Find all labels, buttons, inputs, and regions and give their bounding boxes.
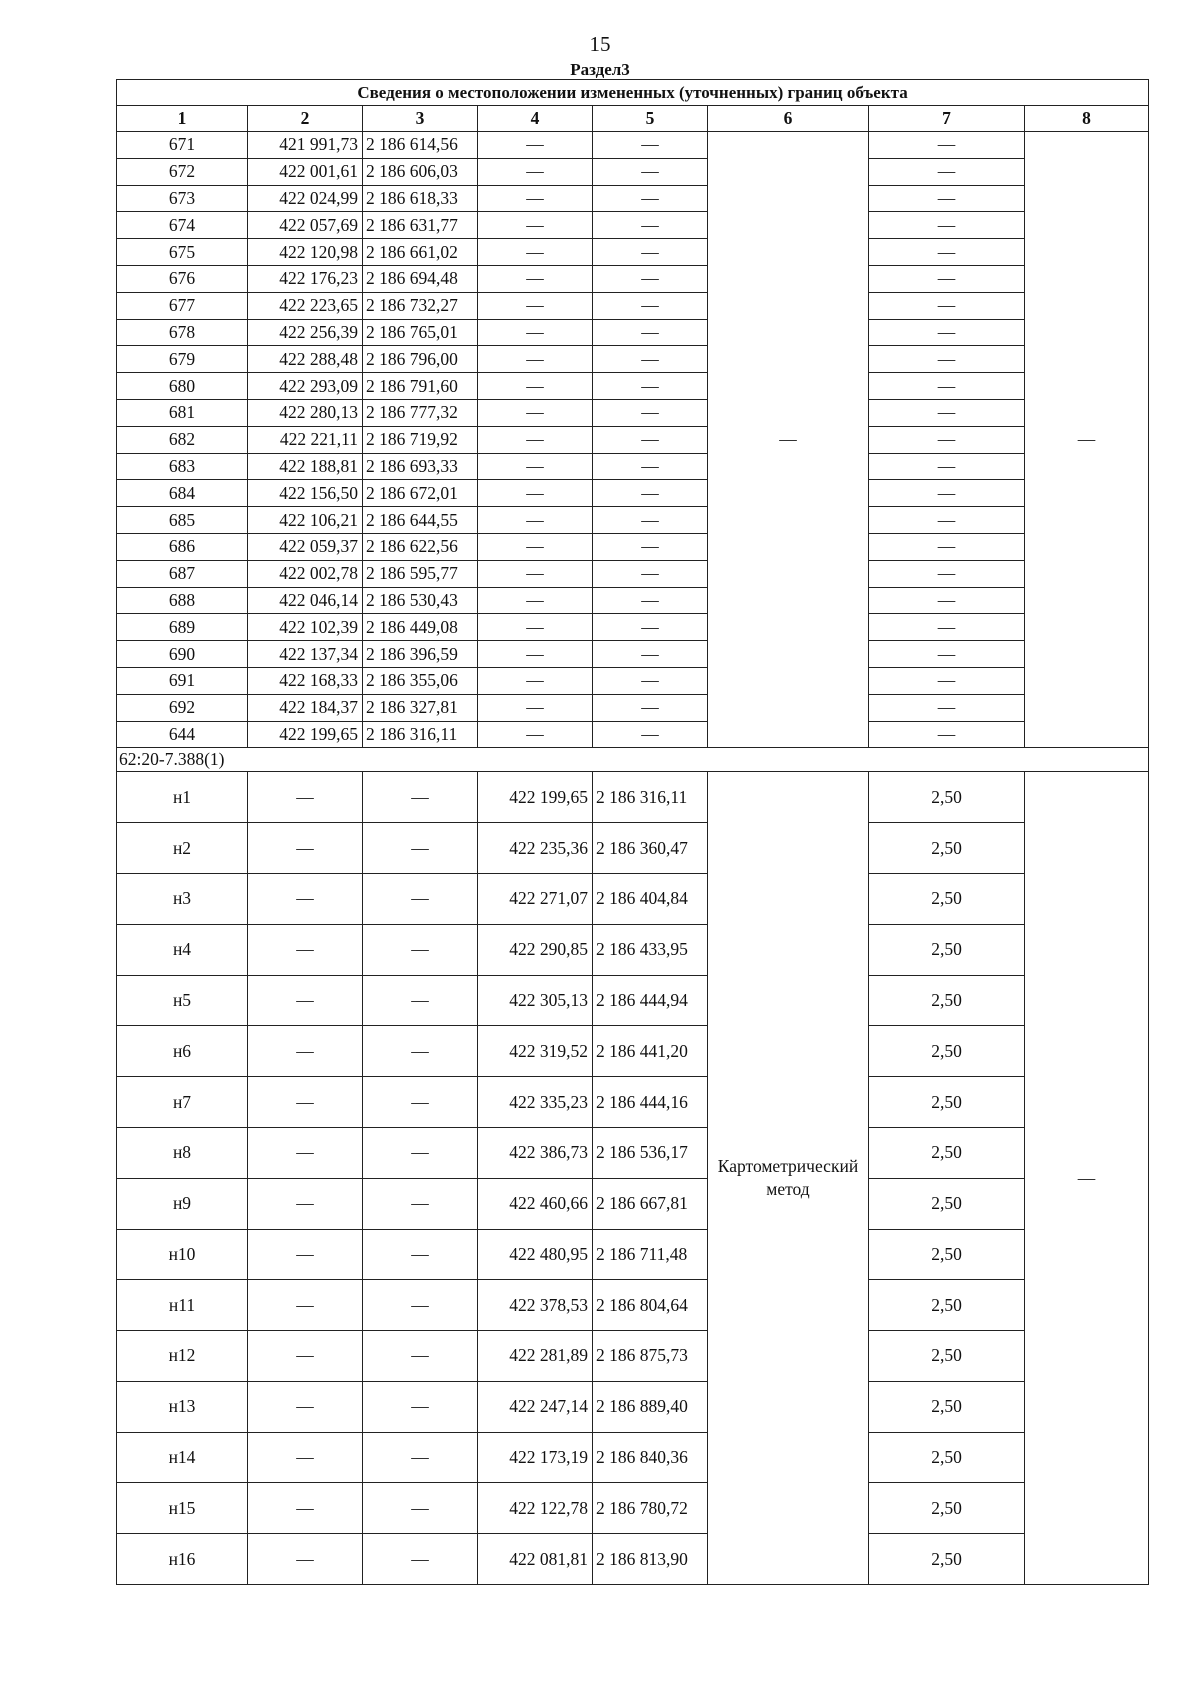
point-number: 644 <box>117 721 248 748</box>
y-old: 2 186 618,33 <box>363 185 478 212</box>
accuracy: 2,50 <box>869 975 1025 1026</box>
x-old: 422 002,78 <box>248 560 363 587</box>
x-new: 422 173,19 <box>478 1432 593 1483</box>
table-row <box>117 1077 1149 1128</box>
x-old: 422 188,81 <box>248 453 363 480</box>
accuracy: 2,50 <box>869 1178 1025 1229</box>
point-number: н11 <box>117 1280 248 1331</box>
x-new: 422 235,36 <box>478 823 593 874</box>
table-row <box>117 1381 1149 1432</box>
x-new: 422 335,23 <box>478 1077 593 1128</box>
point-number: н16 <box>117 1534 248 1585</box>
accuracy-dash: — <box>869 212 1025 239</box>
accuracy-dash: — <box>869 480 1025 507</box>
x-old-dash: — <box>248 823 363 874</box>
y-old-dash: — <box>363 823 478 874</box>
x-old: 422 199,65 <box>248 721 363 748</box>
y-old: 2 186 595,77 <box>363 560 478 587</box>
point-number: н8 <box>117 1127 248 1178</box>
y-new-dash: — <box>593 453 708 480</box>
x-old-dash: — <box>248 1381 363 1432</box>
x-old-dash: — <box>248 1026 363 1077</box>
accuracy-dash: — <box>869 185 1025 212</box>
x-old-dash: — <box>248 1077 363 1128</box>
table-row <box>117 480 1149 507</box>
x-new: 422 290,85 <box>478 924 593 975</box>
point-number: н10 <box>117 1229 248 1280</box>
x-new-dash: — <box>478 641 593 668</box>
x-new: 422 271,07 <box>478 873 593 924</box>
y-old: 2 186 791,60 <box>363 373 478 400</box>
y-old: 2 186 693,33 <box>363 453 478 480</box>
y-new-dash: — <box>593 641 708 668</box>
point-number: 683 <box>117 453 248 480</box>
point-number: 678 <box>117 319 248 346</box>
y-new: 2 186 360,47 <box>593 823 708 874</box>
y-new-dash: — <box>593 480 708 507</box>
y-new-dash: — <box>593 239 708 266</box>
accuracy: 2,50 <box>869 1432 1025 1483</box>
point-number: 680 <box>117 373 248 400</box>
x-new-dash: — <box>478 132 593 159</box>
table-row <box>117 346 1149 373</box>
x-old: 422 256,39 <box>248 319 363 346</box>
accuracy-dash: — <box>869 533 1025 560</box>
table-row <box>117 265 1149 292</box>
x-old: 422 293,09 <box>248 373 363 400</box>
y-new-dash: — <box>593 212 708 239</box>
x-new-dash: — <box>478 533 593 560</box>
x-old: 422 223,65 <box>248 292 363 319</box>
y-old: 2 186 614,56 <box>363 132 478 159</box>
y-new-dash: — <box>593 694 708 721</box>
x-new-dash: — <box>478 587 593 614</box>
point-number: 686 <box>117 533 248 560</box>
point-number: н14 <box>117 1432 248 1483</box>
method-dash: — <box>708 132 869 748</box>
y-new-dash: — <box>593 614 708 641</box>
x-new: 422 081,81 <box>478 1534 593 1585</box>
table-row <box>117 453 1149 480</box>
y-new-dash: — <box>593 373 708 400</box>
point-number: н7 <box>117 1077 248 1128</box>
x-new-dash: — <box>478 667 593 694</box>
x-old: 422 024,99 <box>248 185 363 212</box>
accuracy: 2,50 <box>869 1229 1025 1280</box>
table-row <box>117 158 1149 185</box>
x-old-dash: — <box>248 1534 363 1585</box>
accuracy-dash: — <box>869 507 1025 534</box>
y-old: 2 186 449,08 <box>363 614 478 641</box>
point-number: 687 <box>117 560 248 587</box>
x-new-dash: — <box>478 373 593 400</box>
y-new-dash: — <box>593 426 708 453</box>
description-dash: — <box>1025 772 1149 1585</box>
accuracy: 2,50 <box>869 1381 1025 1432</box>
point-number: 671 <box>117 132 248 159</box>
y-old-dash: — <box>363 1381 478 1432</box>
x-old-dash: — <box>248 772 363 823</box>
accuracy: 2,50 <box>869 1483 1025 1534</box>
table-row <box>117 560 1149 587</box>
x-new: 422 247,14 <box>478 1381 593 1432</box>
section-title: Раздел3 <box>570 60 630 79</box>
y-new: 2 186 316,11 <box>593 772 708 823</box>
table-row <box>117 212 1149 239</box>
accuracy-dash: — <box>869 667 1025 694</box>
y-new-dash: — <box>593 721 708 748</box>
table-row <box>117 1331 1149 1382</box>
x-old-dash: — <box>248 1331 363 1382</box>
table-row <box>117 1229 1149 1280</box>
y-old: 2 186 622,56 <box>363 533 478 560</box>
y-old-dash: — <box>363 1229 478 1280</box>
accuracy-dash: — <box>869 694 1025 721</box>
y-new-dash: — <box>593 399 708 426</box>
x-old: 421 991,73 <box>248 132 363 159</box>
y-old: 2 186 327,81 <box>363 694 478 721</box>
table-row <box>117 132 1149 159</box>
y-new: 2 186 536,17 <box>593 1127 708 1178</box>
column-header: 1 <box>117 106 248 132</box>
table-row <box>117 873 1149 924</box>
column-header: 5 <box>593 106 708 132</box>
x-old-dash: — <box>248 1280 363 1331</box>
accuracy-dash: — <box>869 158 1025 185</box>
x-old: 422 280,13 <box>248 399 363 426</box>
point-number: 677 <box>117 292 248 319</box>
y-new: 2 186 667,81 <box>593 1178 708 1229</box>
table-row <box>117 239 1149 266</box>
y-old-dash: — <box>363 924 478 975</box>
table-row <box>117 721 1149 748</box>
y-new: 2 186 711,48 <box>593 1229 708 1280</box>
subsection-label: 62:20-7.388(1) <box>117 748 1149 772</box>
x-old: 422 046,14 <box>248 587 363 614</box>
x-old: 422 288,48 <box>248 346 363 373</box>
x-new-dash: — <box>478 721 593 748</box>
table-row <box>117 292 1149 319</box>
y-old: 2 186 661,02 <box>363 239 478 266</box>
accuracy-dash: — <box>869 560 1025 587</box>
x-old-dash: — <box>248 1229 363 1280</box>
column-header: 7 <box>869 106 1025 132</box>
point-number: 689 <box>117 614 248 641</box>
table-row <box>117 1483 1149 1534</box>
y-new-dash: — <box>593 292 708 319</box>
y-new-dash: — <box>593 346 708 373</box>
table-row <box>117 1178 1149 1229</box>
x-new: 422 281,89 <box>478 1331 593 1382</box>
x-old: 422 001,61 <box>248 158 363 185</box>
y-old-dash: — <box>363 1331 478 1382</box>
method: Картометрический метод <box>708 772 869 1585</box>
accuracy: 2,50 <box>869 1026 1025 1077</box>
x-old: 422 168,33 <box>248 667 363 694</box>
boundary-table <box>116 79 1149 1585</box>
y-old-dash: — <box>363 1178 478 1229</box>
x-new: 422 460,66 <box>478 1178 593 1229</box>
x-new-dash: — <box>478 453 593 480</box>
column-header: 4 <box>478 106 593 132</box>
point-number: н3 <box>117 873 248 924</box>
y-old: 2 186 796,00 <box>363 346 478 373</box>
point-number: н15 <box>117 1483 248 1534</box>
accuracy-dash: — <box>869 614 1025 641</box>
x-old-dash: — <box>248 924 363 975</box>
accuracy-dash: — <box>869 426 1025 453</box>
y-old: 2 186 530,43 <box>363 587 478 614</box>
y-old: 2 186 316,11 <box>363 721 478 748</box>
accuracy-dash: — <box>869 346 1025 373</box>
x-new-dash: — <box>478 507 593 534</box>
y-old-dash: — <box>363 1077 478 1128</box>
x-new-dash: — <box>478 212 593 239</box>
accuracy-dash: — <box>869 641 1025 668</box>
y-new: 2 186 444,94 <box>593 975 708 1026</box>
table-row <box>117 1534 1149 1585</box>
x-old: 422 221,11 <box>248 426 363 453</box>
x-old: 422 059,37 <box>248 533 363 560</box>
table-row <box>117 614 1149 641</box>
x-old: 422 102,39 <box>248 614 363 641</box>
accuracy: 2,50 <box>869 823 1025 874</box>
y-old-dash: — <box>363 975 478 1026</box>
x-new: 422 386,73 <box>478 1127 593 1178</box>
x-new: 422 319,52 <box>478 1026 593 1077</box>
y-new: 2 186 813,90 <box>593 1534 708 1585</box>
point-number: 672 <box>117 158 248 185</box>
y-new: 2 186 780,72 <box>593 1483 708 1534</box>
description-dash: — <box>1025 132 1149 748</box>
y-old-dash: — <box>363 1483 478 1534</box>
point-number: н12 <box>117 1331 248 1382</box>
table-row <box>117 1127 1149 1178</box>
x-old: 422 184,37 <box>248 694 363 721</box>
y-old: 2 186 765,01 <box>363 319 478 346</box>
y-old: 2 186 672,01 <box>363 480 478 507</box>
point-number: 685 <box>117 507 248 534</box>
point-number: 691 <box>117 667 248 694</box>
y-old: 2 186 606,03 <box>363 158 478 185</box>
y-old: 2 186 396,59 <box>363 641 478 668</box>
y-new: 2 186 441,20 <box>593 1026 708 1077</box>
x-old-dash: — <box>248 1178 363 1229</box>
point-number: 690 <box>117 641 248 668</box>
column-header: 8 <box>1025 106 1149 132</box>
accuracy-dash: — <box>869 239 1025 266</box>
page-number: 15 <box>589 32 611 56</box>
x-new: 422 480,95 <box>478 1229 593 1280</box>
y-new-dash: — <box>593 265 708 292</box>
x-old-dash: — <box>248 873 363 924</box>
y-old-dash: — <box>363 1026 478 1077</box>
x-old: 422 057,69 <box>248 212 363 239</box>
x-new: 422 378,53 <box>478 1280 593 1331</box>
x-old: 422 106,21 <box>248 507 363 534</box>
x-new-dash: — <box>478 614 593 641</box>
column-header: 6 <box>708 106 869 132</box>
accuracy: 2,50 <box>869 1077 1025 1128</box>
table-row <box>117 975 1149 1026</box>
x-old: 422 156,50 <box>248 480 363 507</box>
x-new-dash: — <box>478 399 593 426</box>
point-number: н4 <box>117 924 248 975</box>
table-row <box>117 924 1149 975</box>
y-old: 2 186 777,32 <box>363 399 478 426</box>
table-row <box>117 694 1149 721</box>
accuracy-dash: — <box>869 453 1025 480</box>
point-number: 681 <box>117 399 248 426</box>
x-new-dash: — <box>478 292 593 319</box>
x-new: 422 305,13 <box>478 975 593 1026</box>
x-old-dash: — <box>248 975 363 1026</box>
column-header: 3 <box>363 106 478 132</box>
accuracy-dash: — <box>869 132 1025 159</box>
point-number: 673 <box>117 185 248 212</box>
accuracy-dash: — <box>869 292 1025 319</box>
x-old-dash: — <box>248 1127 363 1178</box>
y-new-dash: — <box>593 667 708 694</box>
table-row <box>117 1432 1149 1483</box>
point-number: н9 <box>117 1178 248 1229</box>
table-caption: Сведения о местоположении измененных (уточненных) границ объекта <box>117 80 1149 106</box>
accuracy-dash: — <box>869 319 1025 346</box>
y-old: 2 186 355,06 <box>363 667 478 694</box>
x-old-dash: — <box>248 1483 363 1534</box>
point-number: н2 <box>117 823 248 874</box>
point-number: н5 <box>117 975 248 1026</box>
x-old: 422 176,23 <box>248 265 363 292</box>
accuracy: 2,50 <box>869 772 1025 823</box>
table-row <box>117 319 1149 346</box>
point-number: 692 <box>117 694 248 721</box>
table-row <box>117 533 1149 560</box>
y-new: 2 186 840,36 <box>593 1432 708 1483</box>
x-new-dash: — <box>478 158 593 185</box>
x-new-dash: — <box>478 694 593 721</box>
x-new-dash: — <box>478 426 593 453</box>
column-header: 2 <box>248 106 363 132</box>
x-new-dash: — <box>478 480 593 507</box>
y-new-dash: — <box>593 158 708 185</box>
point-number: н13 <box>117 1381 248 1432</box>
table-row <box>117 823 1149 874</box>
x-old-dash: — <box>248 1432 363 1483</box>
accuracy: 2,50 <box>869 1280 1025 1331</box>
y-old: 2 186 631,77 <box>363 212 478 239</box>
y-new-dash: — <box>593 185 708 212</box>
y-new: 2 186 889,40 <box>593 1381 708 1432</box>
point-number: 682 <box>117 426 248 453</box>
x-new: 422 199,65 <box>478 772 593 823</box>
x-new-dash: — <box>478 265 593 292</box>
x-new-dash: — <box>478 319 593 346</box>
point-number: 676 <box>117 265 248 292</box>
point-number: 688 <box>117 587 248 614</box>
accuracy-dash: — <box>869 587 1025 614</box>
y-new-dash: — <box>593 132 708 159</box>
y-old-dash: — <box>363 1280 478 1331</box>
y-new: 2 186 433,95 <box>593 924 708 975</box>
point-number: 679 <box>117 346 248 373</box>
point-number: 684 <box>117 480 248 507</box>
x-new-dash: — <box>478 346 593 373</box>
accuracy: 2,50 <box>869 1127 1025 1178</box>
table-row <box>117 507 1149 534</box>
x-new: 422 122,78 <box>478 1483 593 1534</box>
y-new: 2 186 404,84 <box>593 873 708 924</box>
table-row <box>117 1280 1149 1331</box>
accuracy-dash: — <box>869 399 1025 426</box>
y-old-dash: — <box>363 1534 478 1585</box>
table-row <box>117 1026 1149 1077</box>
y-new: 2 186 804,64 <box>593 1280 708 1331</box>
table-row <box>117 185 1149 212</box>
y-old: 2 186 732,27 <box>363 292 478 319</box>
point-number: 674 <box>117 212 248 239</box>
x-old: 422 137,34 <box>248 641 363 668</box>
y-old: 2 186 694,48 <box>363 265 478 292</box>
y-new-dash: — <box>593 319 708 346</box>
accuracy: 2,50 <box>869 1534 1025 1585</box>
y-old-dash: — <box>363 1127 478 1178</box>
table-row <box>117 641 1149 668</box>
table-row <box>117 667 1149 694</box>
table-row <box>117 373 1149 400</box>
y-new: 2 186 444,16 <box>593 1077 708 1128</box>
x-new-dash: — <box>478 185 593 212</box>
y-new-dash: — <box>593 560 708 587</box>
table-row <box>117 426 1149 453</box>
y-new: 2 186 875,73 <box>593 1331 708 1382</box>
y-old-dash: — <box>363 1432 478 1483</box>
y-old: 2 186 644,55 <box>363 507 478 534</box>
accuracy-dash: — <box>869 721 1025 748</box>
table-row <box>117 772 1149 823</box>
table-row <box>117 587 1149 614</box>
y-old: 2 186 719,92 <box>363 426 478 453</box>
point-number: н1 <box>117 772 248 823</box>
y-new-dash: — <box>593 533 708 560</box>
column-header-row <box>117 106 1149 132</box>
y-new-dash: — <box>593 587 708 614</box>
y-old-dash: — <box>363 873 478 924</box>
x-new-dash: — <box>478 560 593 587</box>
accuracy: 2,50 <box>869 1331 1025 1382</box>
x-old: 422 120,98 <box>248 239 363 266</box>
accuracy: 2,50 <box>869 873 1025 924</box>
point-number: н6 <box>117 1026 248 1077</box>
accuracy-dash: — <box>869 373 1025 400</box>
x-new-dash: — <box>478 239 593 266</box>
y-new-dash: — <box>593 507 708 534</box>
table-row <box>117 399 1149 426</box>
subsection-row <box>117 748 1149 772</box>
y-old-dash: — <box>363 772 478 823</box>
accuracy-dash: — <box>869 265 1025 292</box>
point-number: 675 <box>117 239 248 266</box>
accuracy: 2,50 <box>869 924 1025 975</box>
